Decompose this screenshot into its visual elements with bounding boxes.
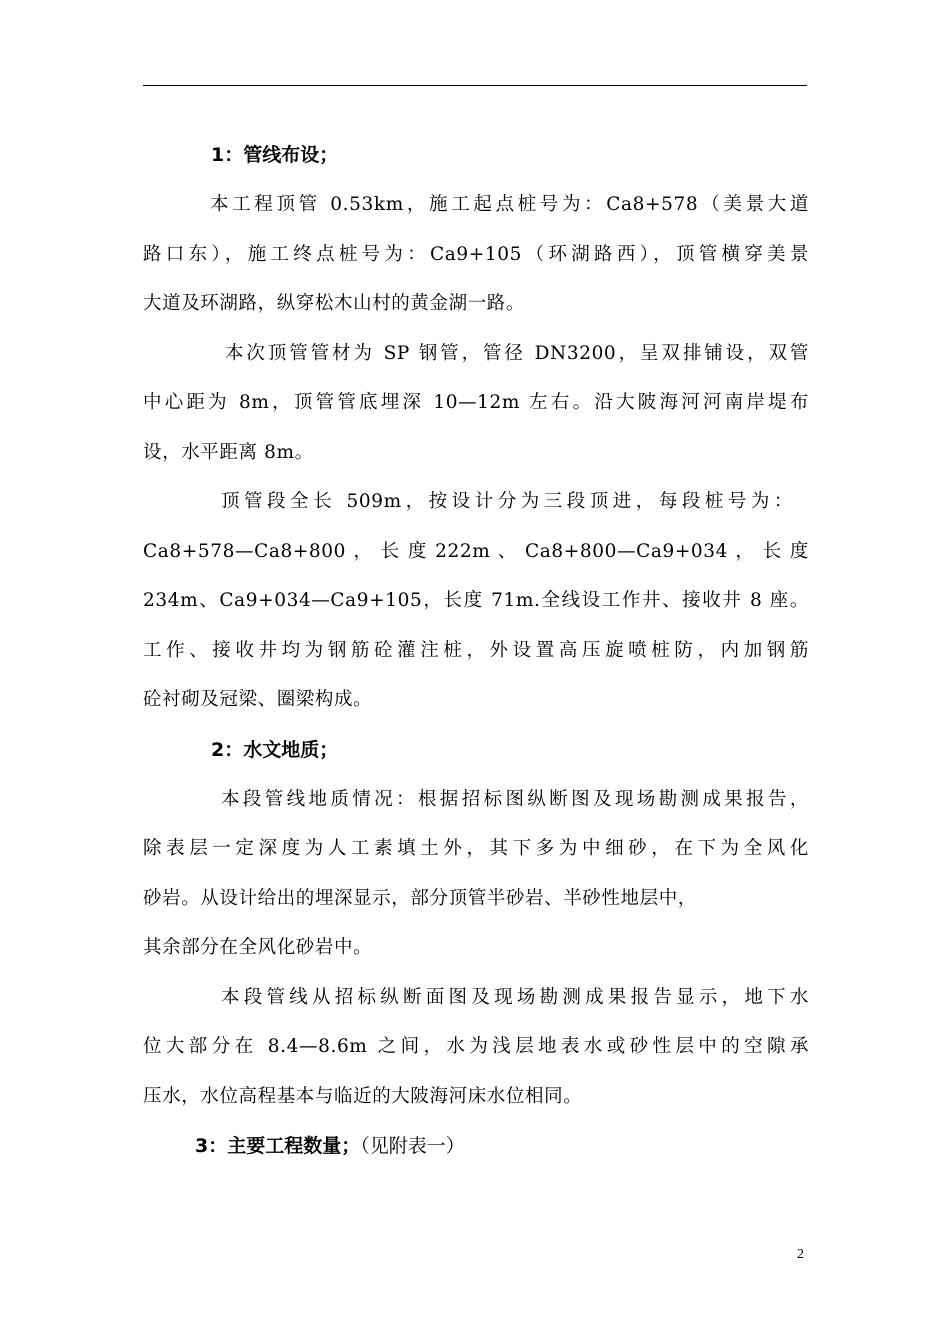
- text-line: 本工程顶管 0.53km，施工起点桩号为：Ca8+578（美景大道: [210, 194, 809, 215]
- paragraph-pipeline-overview: [143, 180, 809, 329]
- paragraph-geology: [143, 775, 809, 973]
- paragraph-jacking-segments: [143, 477, 809, 725]
- text-line: 本段管线从招标纵断面图及现场勘测成果报告显示，地下水: [221, 986, 809, 1008]
- page-number: 2: [797, 1247, 804, 1262]
- section-heading-main-quantities: 3：主要工程数量；（见附表一）: [195, 1135, 465, 1157]
- text-line: 大道及环湖路，纵穿松木山村的黄金湖一路。: [143, 293, 526, 314]
- text-line: 砂岩。从设计给出的埋深显示，部分顶管半砂岩、半砂性地层中，: [143, 887, 697, 909]
- document-body: [143, 130, 809, 1171]
- header-rule: [143, 85, 807, 86]
- text-line: 本段管线地质情况：根据招标图纵断图及现场勘测成果报告，: [221, 788, 809, 810]
- text-line: 位大部分在 8.4—8.6m 之间，水为浅层地表水或砂性层中的空隙承: [143, 1036, 809, 1057]
- text-line: 路口东），施工终点桩号为：Ca9+105（环湖路西），顶管横穿美景: [143, 243, 809, 265]
- text-line: 除表层一定深度为人工素填土外，其下多为中细砂，在下为全风化: [143, 838, 809, 859]
- text-line: 本次顶管管材为 SP 钢管，管径 DN3200，呈双排铺设，双管: [225, 342, 809, 364]
- text-line: 工作、接收井均为钢筋砼灌注桩，外设置高压旋喷桩防，内加钢筋: [143, 639, 809, 661]
- text-line: 中心距为 8m，顶管管底埋深 10—12m 左右。沿大陂海河河南岸堤布: [143, 392, 809, 413]
- text-line: 设，水平距离 8m。: [143, 441, 314, 463]
- paragraph-pipe-material: [143, 329, 809, 478]
- section-heading-pipeline-layout: 1：管线布设；: [211, 144, 339, 166]
- text-line: Ca8+578—Ca8+800 ， 长 度 222m 、 Ca8+800—Ca9+034 ， 长 度: [143, 540, 809, 562]
- section-heading-hydrogeology: 2：水文地质；: [211, 738, 339, 761]
- text-line: 其余部分在全风化砂岩中。: [143, 937, 373, 958]
- text-line: 234m、Ca9+034—Ca9+105，长度 71m.全线设工作井、接收井 8 座。: [143, 590, 809, 611]
- paragraph-groundwater: [143, 973, 809, 1122]
- text-line: 顶管段全长 509m，按设计分为三段顶进，每段桩号为：: [221, 491, 793, 512]
- text-line: 压水，水位高程基本与临近的大陂海河床水位相同。: [143, 1085, 583, 1107]
- appendix-reference: （见附表一）: [360, 1135, 465, 1157]
- text-line: 砼衬砌及冠梁、圈梁构成。: [143, 689, 373, 710]
